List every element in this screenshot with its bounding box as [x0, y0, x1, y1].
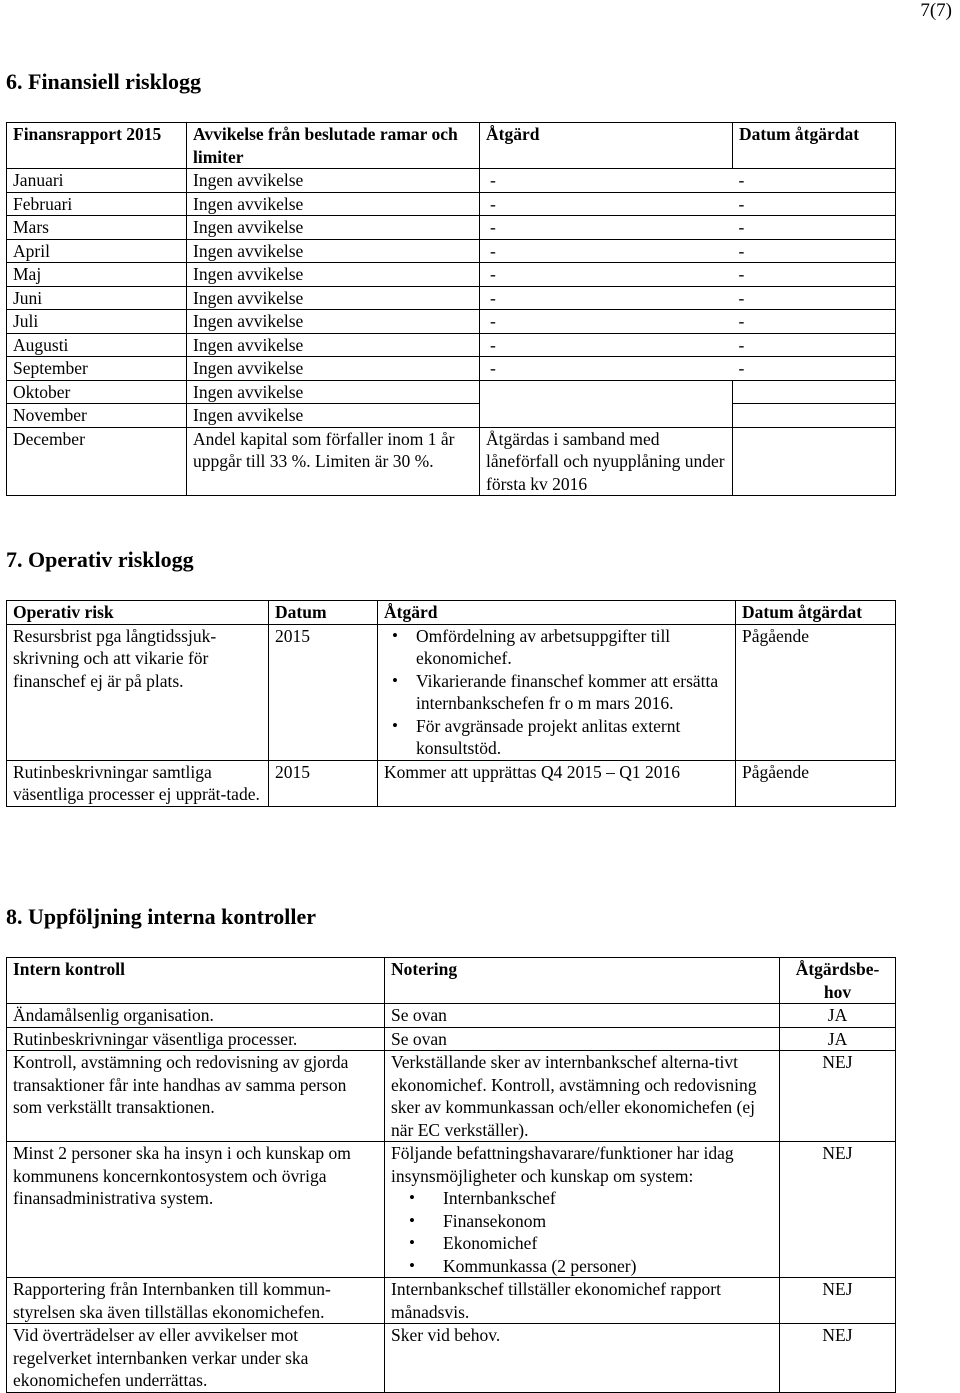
status-cell: Pågående	[736, 760, 896, 806]
table-row	[7, 1142, 896, 1278]
date-cell: 2015	[269, 624, 378, 760]
header-operational-risk: Operativ risk	[7, 601, 269, 625]
list-item: • Kommunkassa (2 personer)	[391, 1255, 773, 1278]
month-cell: December	[7, 427, 187, 496]
deviation-cell: Ingen avvikelse	[187, 239, 480, 263]
status-cell: Pågående	[736, 624, 896, 760]
deviation-cell: Ingen avvikelse	[187, 216, 480, 240]
table-row	[7, 624, 896, 760]
action-cell: -	[480, 333, 733, 357]
deviation-cell: Ingen avvikelse	[187, 404, 480, 428]
date-done-cell: -	[733, 169, 896, 193]
deviation-cell: Ingen avvikelse	[187, 310, 480, 334]
action-need-cell: NEJ	[780, 1324, 896, 1393]
header-internal-control: Intern kontroll	[7, 958, 385, 1004]
list-item: • För avgränsade projekt anlitas externt konsultstöd.	[384, 715, 729, 760]
section-7-title: 7. Operativ risklogg	[6, 547, 194, 572]
note-cell: Internbankschef tillställer ekonomichef rapport månadsvis.	[385, 1278, 780, 1324]
internal-controls-table	[6, 957, 896, 1393]
deviation-cell: Ingen avvikelse	[187, 286, 480, 310]
date-done-cell: -	[733, 333, 896, 357]
date-done-cell	[733, 427, 896, 496]
action-cell: -	[480, 169, 733, 193]
header-note: Notering	[385, 958, 780, 1004]
date-done-cell	[733, 380, 896, 404]
action-need-cell: NEJ	[780, 1051, 896, 1142]
action-cell: Kommer att upprättas Q4 2015 – Q1 2016	[378, 760, 736, 806]
action-need-cell: NEJ	[780, 1278, 896, 1324]
action-cell: -	[480, 216, 733, 240]
operational-risk-table	[6, 600, 896, 807]
control-cell: Minst 2 personer ska ha insyn i och kunskap om kommunens koncernkontosystem och övriga finansadministrativa system.	[7, 1142, 385, 1278]
action-need-cell: JA	[780, 1027, 896, 1051]
date-done-cell: -	[733, 216, 896, 240]
table-row	[7, 310, 896, 334]
list-item: • Finansekonom	[391, 1210, 773, 1233]
table-header-row	[7, 123, 896, 169]
header-date-done: Datum åtgärdat	[733, 123, 896, 169]
action-cell: -	[480, 239, 733, 263]
action-cell: -	[480, 192, 733, 216]
table-row	[7, 216, 896, 240]
note-text: Följande befattningshavarare/funktioner har idag insynsmöjligheter och kunskap om system:	[391, 1143, 734, 1186]
table-row	[7, 286, 896, 310]
action-cell: -	[480, 357, 733, 381]
table-row	[7, 1004, 896, 1028]
note-cell: Sker vid behov.	[385, 1324, 780, 1393]
table-row	[7, 169, 896, 193]
role-list	[391, 1187, 773, 1277]
control-cell: Vid överträdelser av eller avvikelser mot regelverket internbanken verkar under ska ekonomichefen underrättas.	[7, 1324, 385, 1393]
control-cell: Rapportering från Internbanken till kommun-styrelsen ska även tillställas ekonomichefen.	[7, 1278, 385, 1324]
table-row	[7, 404, 896, 428]
deviation-cell: Andel kapital som förfaller inom 1 år uppgår till 33 %. Limiten är 30 %.	[187, 427, 480, 496]
table-row	[7, 1051, 896, 1142]
header-action: Åtgärd	[378, 601, 736, 625]
header-deviation: Avvikelse från beslutade ramar och limiter	[187, 123, 480, 169]
note-cell: Verkställande sker av internbankschef alterna-tivt ekonomichef. Kontroll, avstämning och redovisning sker av kommunkassan och/eller ekonomichefen (ej när EC verkställer).	[385, 1051, 780, 1142]
action-cell: -	[480, 310, 733, 334]
risk-cell: Resursbrist pga långtidssjuk-skrivning och att vikarie för finanschef ej är på plats.	[7, 624, 269, 760]
date-done-cell: -	[733, 310, 896, 334]
action-cell	[378, 624, 736, 760]
note-cell	[385, 1142, 780, 1278]
month-cell: April	[7, 239, 187, 263]
control-cell: Ändamålsenlig organisation.	[7, 1004, 385, 1028]
month-cell: Mars	[7, 216, 187, 240]
table-row	[7, 1278, 896, 1324]
header-action: Åtgärd	[480, 123, 733, 169]
header-report: Finansrapport 2015	[7, 123, 187, 169]
deviation-cell: Ingen avvikelse	[187, 333, 480, 357]
header-date-done: Datum åtgärdat	[736, 601, 896, 625]
deviation-cell: Ingen avvikelse	[187, 380, 480, 404]
action-need-cell: NEJ	[780, 1142, 896, 1278]
table-row	[7, 192, 896, 216]
month-cell: Februari	[7, 192, 187, 216]
control-cell: Kontroll, avstämning och redovisning av gjorda transaktioner får inte handhas av samma person som verkställt transaktionen.	[7, 1051, 385, 1142]
month-cell: November	[7, 404, 187, 428]
date-done-cell: -	[733, 192, 896, 216]
action-cell	[480, 380, 733, 404]
date-done-cell: -	[733, 263, 896, 287]
table-row	[7, 239, 896, 263]
section-6-title: 6. Finansiell risklogg	[6, 69, 201, 94]
action-cell: -	[480, 286, 733, 310]
date-done-cell: -	[733, 357, 896, 381]
page-number: 7(7)	[920, 0, 952, 21]
deviation-cell: Ingen avvikelse	[187, 263, 480, 287]
note-cell: Se ovan	[385, 1027, 780, 1051]
table-row	[7, 357, 896, 381]
month-cell: Oktober	[7, 380, 187, 404]
month-cell: Januari	[7, 169, 187, 193]
table-row	[7, 263, 896, 287]
date-done-cell: -	[733, 286, 896, 310]
section-8-title: 8. Uppföljning interna kontroller	[6, 904, 317, 929]
action-cell: -	[480, 263, 733, 287]
table-header-row	[7, 601, 896, 625]
action-need-cell: JA	[780, 1004, 896, 1028]
financial-risk-table	[6, 122, 896, 496]
date-cell: 2015	[269, 760, 378, 806]
control-cell: Rutinbeskrivningar väsentliga processer.	[7, 1027, 385, 1051]
list-item: • Ekonomichef	[391, 1232, 773, 1255]
action-list	[384, 625, 729, 760]
month-cell: Augusti	[7, 333, 187, 357]
list-item: • Vikarierande finanschef kommer att ersätta internbankschefen fr o m mars 2016.	[384, 670, 729, 715]
month-cell: Juli	[7, 310, 187, 334]
month-cell: Juni	[7, 286, 187, 310]
deviation-cell: Ingen avvikelse	[187, 192, 480, 216]
header-action-need: Åtgärdsbe-hov	[780, 958, 896, 1004]
header-date: Datum	[269, 601, 378, 625]
month-cell: Maj	[7, 263, 187, 287]
table-header-row	[7, 958, 896, 1004]
deviation-cell: Ingen avvikelse	[187, 357, 480, 381]
list-item: • Omfördelning av arbetsuppgifter till ekonomichef.	[384, 625, 729, 670]
table-row	[7, 1324, 896, 1393]
date-done-cell	[733, 404, 896, 428]
table-row	[7, 380, 896, 404]
deviation-cell: Ingen avvikelse	[187, 169, 480, 193]
action-cell: Åtgärdas i samband med låneförfall och nyupplåning under första kv 2016	[480, 427, 733, 496]
list-item: • Internbankschef	[391, 1187, 773, 1210]
table-row	[7, 333, 896, 357]
date-done-cell: -	[733, 239, 896, 263]
table-row	[7, 1027, 896, 1051]
note-cell: Se ovan	[385, 1004, 780, 1028]
action-cell	[480, 404, 733, 428]
risk-cell: Rutinbeskrivningar samtliga väsentliga processer ej upprät-tade.	[7, 760, 269, 806]
month-cell: September	[7, 357, 187, 381]
table-row	[7, 760, 896, 806]
table-row	[7, 427, 896, 496]
